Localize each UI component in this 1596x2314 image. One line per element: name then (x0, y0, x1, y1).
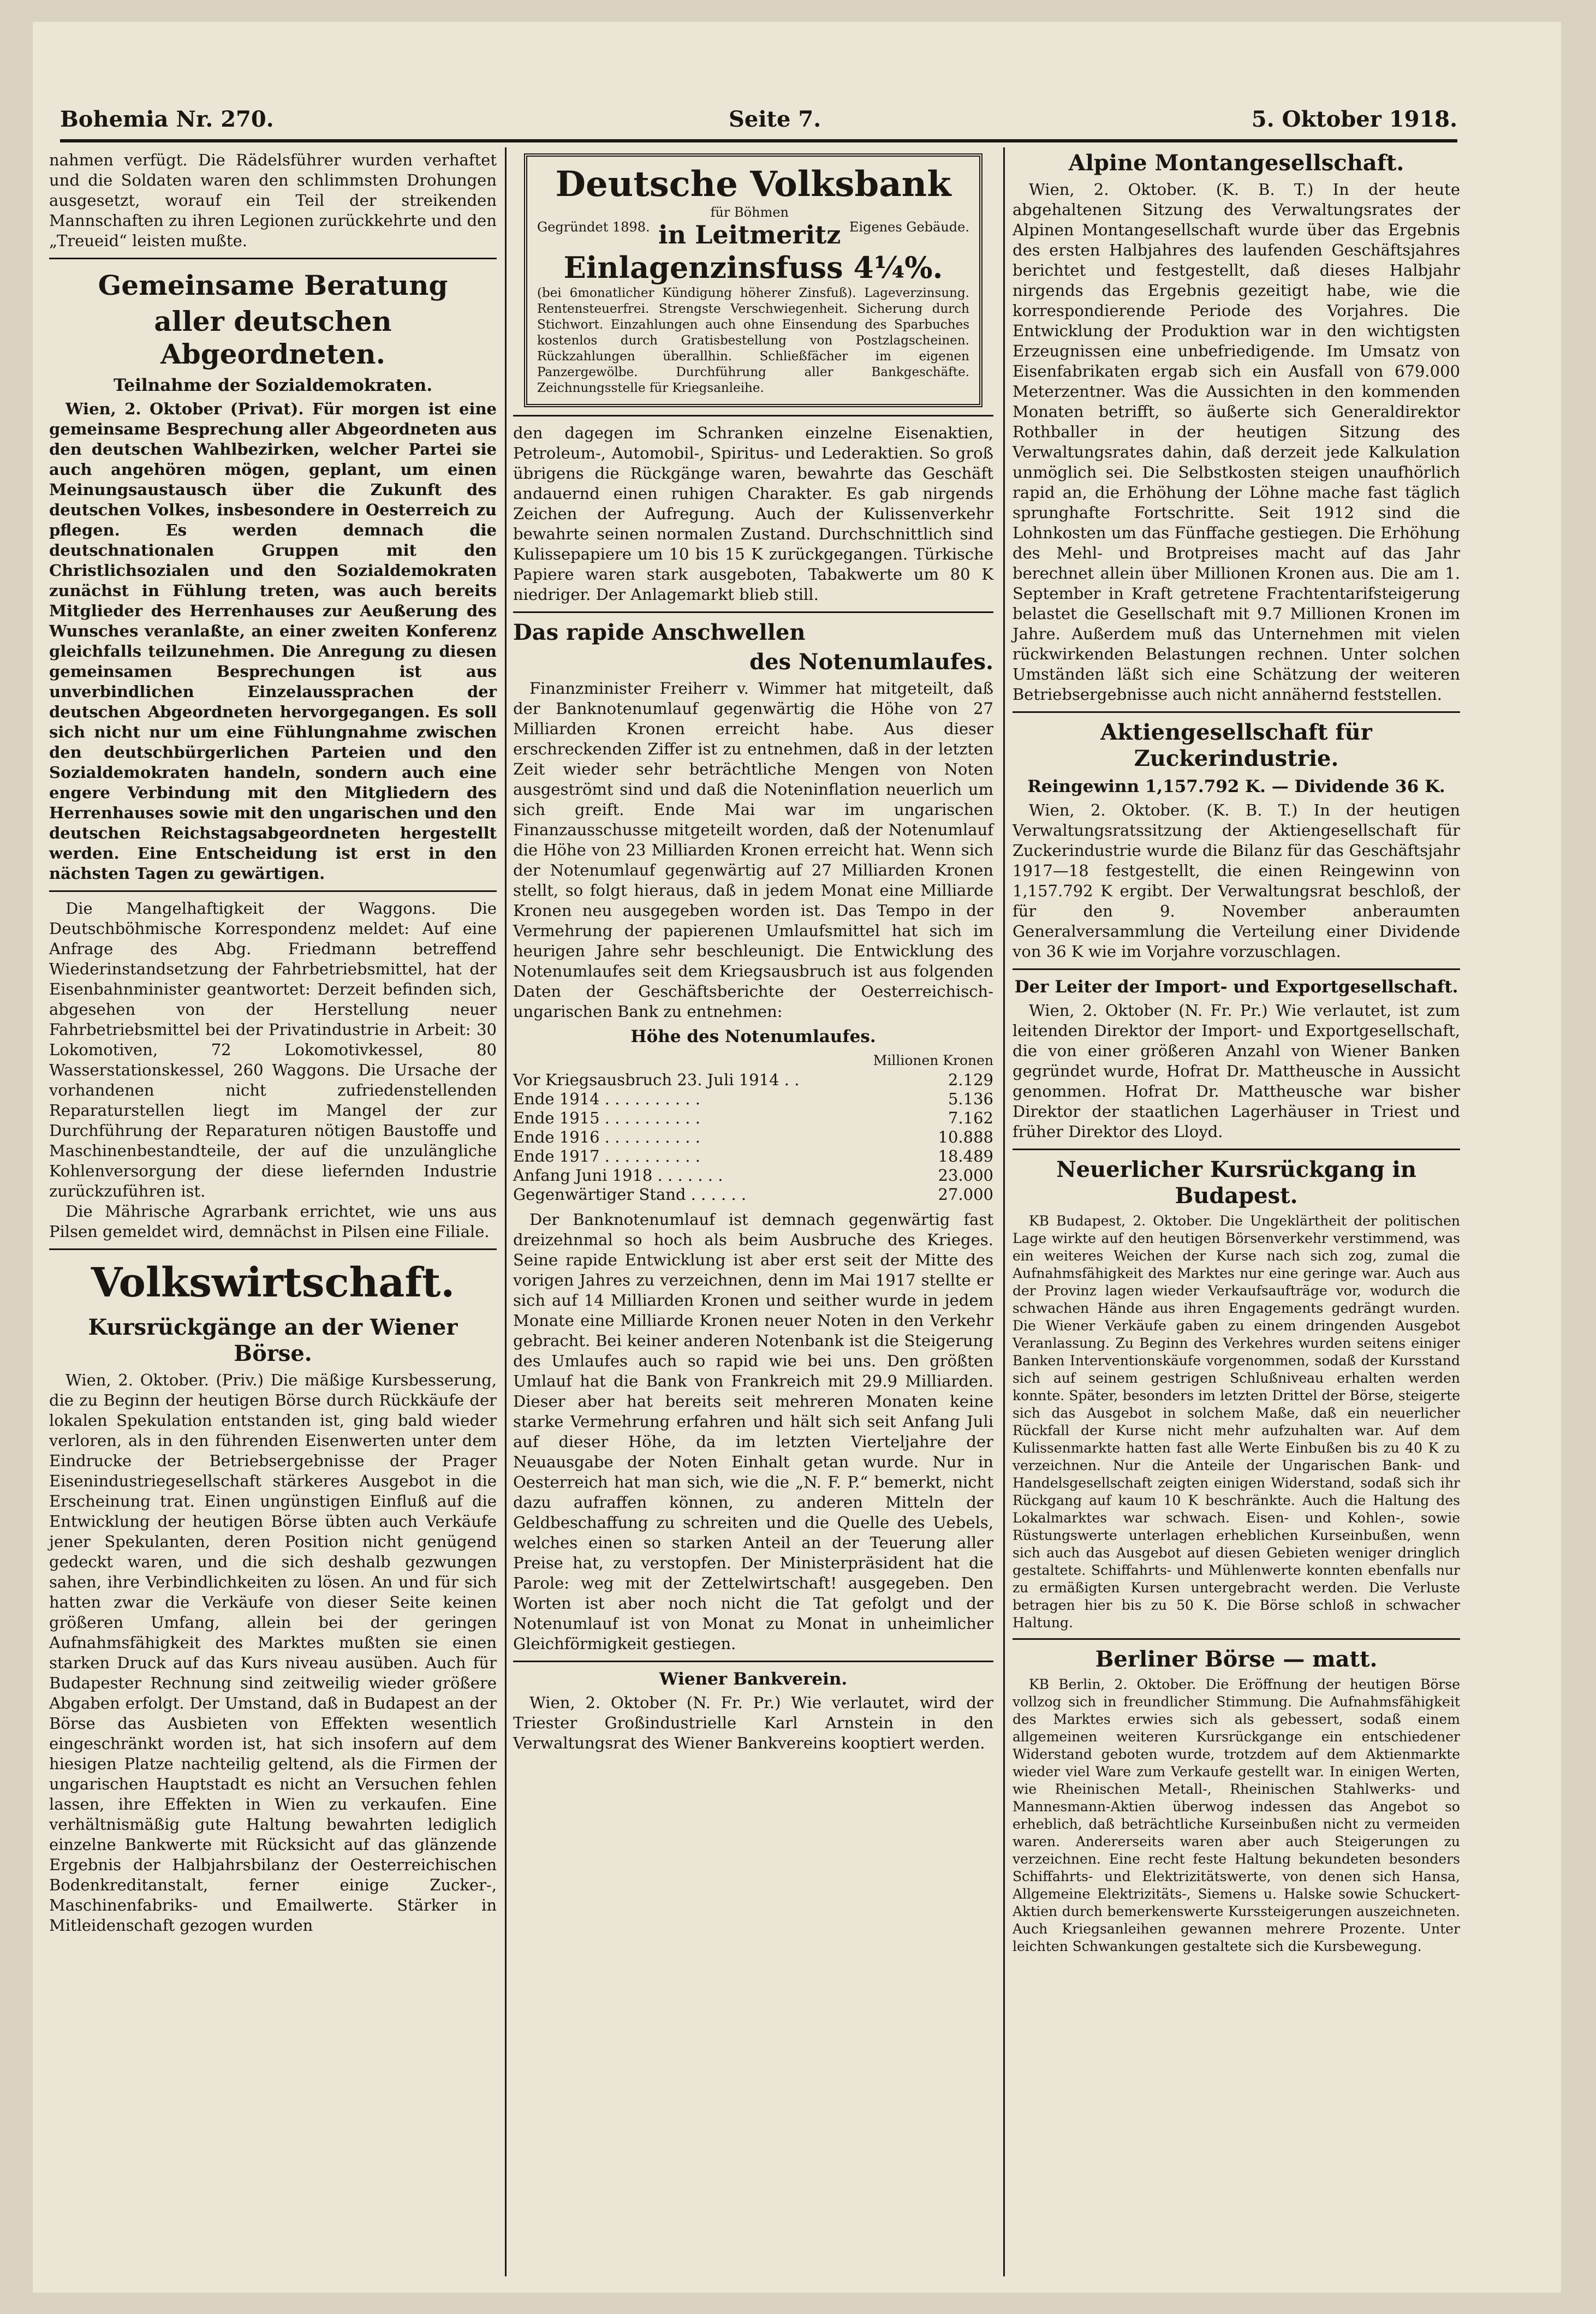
headline-import-export: Der Leiter der Import- und Exportgesellschaft. (1014, 977, 1458, 997)
notenumlauf-table (513, 1070, 993, 1204)
table-row-value: 7.162 (948, 1109, 993, 1127)
subheadline-zuckerindustrie: Reingewinn 1,157.792 K. — Dividende 36 K. (1027, 777, 1445, 796)
separator (1013, 711, 1460, 713)
table-row (513, 1109, 993, 1128)
separator (513, 1661, 993, 1662)
table-row-label: Anfang Juni 1918 . . . . . . . (513, 1166, 723, 1185)
ad-interest-rate: Einlagenzinsfuss 4¼%. (563, 250, 943, 285)
article-waggons: Die Mangelhaftigkeit der Waggons. Die Deutschböhmische Korrespondenz meldet: Auf eine Anfrage des Abg. Friedmann betreffend Wiederinstandsetzung der Fahrbetriebsmittel, hat der Eisenbahnminister geantwortet: Derzeit befinden sich, abgesehen von der Herstellung neuer Fahrbetriebsmittel bei der Privatindustrie in Arbeit: 30 Lokomotiven, 72 Lokomotivkessel, 80 Wasserstationskessel, 260 Waggons. Die Ursache der vorhandenen nicht zufriedenstellenden Reparaturstellen liegt im Mangel der zur Durchführung der Reparaturen nötigen Baustoffe und Maschinenbestandteile, der auf die unzulängliche Kohlenversorgung der diese liefernden Industrie zurückzuführen ist. (49, 899, 497, 1200)
ad-building: Eigenes Gebäude. (849, 219, 969, 235)
table-units: Millionen Kronen (873, 1052, 993, 1068)
column-3 (1013, 150, 1460, 1955)
column-2 (513, 150, 993, 1753)
headline-notenumlauf-line-2: des Notenumlaufes. (749, 649, 993, 675)
article-notenumlauf: Finanzminister Freiherr v. Wimmer hat mitgeteilt, daß der Banknotenumlauf gegenwärtig die Höhe von 27 Milliarden Kronen erreicht habe. Aus dieser erschreckenden Ziffer ist zu entnehmen, daß in der letzten Zeit wieder sehr beträchtliche Mengen von Noten ausgeströmt sind und daß die Noteninflation neuerlich um sich greift. Ende Mai war im ungarischen Finanzausschusse mitgeteilt worden, daß der Notenumlauf die Höhe von 23 Milliarden Kronen erreicht hat. Wenn sich der Notenumlauf gegenwärtig auf 27 Milliarden Kronen stellt, so folgt hieraus, daß in jedem Monat eine Milliarde Kronen neu ausgegeben worden ist. Das Tempo in der Vermehrung der papierenen Umlaufsmittel hat sich im heurigen Jahre sehr beschleunigt. Die Entwicklung des Notenumlaufes seit dem Kriegsausbruch ist aus folgenden Daten der Geschäftsberichte der Oesterreichisch-ungarischen Bank zu entnehmen: (513, 679, 993, 1021)
headline-budapest: Neuerlicher Kursrückgang in Budapest. (1056, 1157, 1416, 1209)
table-row (513, 1147, 993, 1166)
table-row-label: Ende 1917 . . . . . . . . . . (513, 1147, 700, 1165)
article-notenumlauf-2: Der Banknotenumlauf ist demnach gegenwärtig fast dreizehnmal so hoch als beim Ausbruche des Krieges. Seine rapide Entwicklung ist aber erst seit der Mitte des vorigen Jahres zu verzeichnen, denn im Mai 1917 stellte er sich auf 14 Milliarden Kronen und seither wurde in jedem Monate eine Milliarde Kronen neuer Noten in den Verkehr gebracht. Bei keiner anderen Notenbank ist die Steigerung des Umlaufes auch so rapid wie bei uns. Den größten Umlauf hat die Bank von Frankreich mit 29.9 Milliarden. Dieser aber hat bereits seit mehreren Monaten keine starke Vermehrung erfahren und hält sich seit Anfang Juli auf dieser Höhe, da im letzten Vierteljahre der Neuausgabe der Noten Einhalt getan wurde. Nur in Oesterreich hat man sich, wie die „N. F. P.“ bemerkt, nicht dazu aufraffen können, zu anderen Mitteln der Geldbeschaffung zu schreiten und die Quelle des Uebels, welches einen so starken Anteil an der Teuerung aller Preise hat, zu verstopfen. Der Ministerpräsident hat die Parole: weg mit der Zettelwirtschaft! ausgegeben. Den Worten ist aber noch nicht die Tat gefolgt und der Notenumlauf ist von Monat zu Monat in unheimlicher Gleichförmigkeit gestiegen. (513, 1210, 993, 1653)
article-beratung: Wien, 2. Oktober (Privat). Für morgen ist eine gemeinsame Besprechung aller Abgeordneten aus den deutschen Wahlbezirken, welcher Partei sie auch angehören mögen, geplant, um einen Meinungsaustausch über die Zukunft des deutschen Volkes, insbesondere in Oesterreich zu pflegen. Es werden demnach die deutschnationalen Gruppen mit den Christlichsozialen und den Sozialdemokraten zunächst in Fühlung treten, was auch bereits Mitglieder des Herrenhauses zur Aeußerung des Wunsches veranlaßte, an einer zweiten Konferenz gleichfalls teilzunehmen. Die Anregung zu diesen gemeinsamen Besprechungen ist aus unverbindlichen Einzelaussprachen der deutschen Abgeordneten hervorgegangen. Es soll sich nicht nur um eine Fühlungnahme zwischen den deutschbürgerlichen Parteien und den Sozialdemokraten handeln, sondern auch eine engere Verbindung mit den Mitgliedern des Herrenhauses sowie mit den ungarischen und den deutschen Reichstagsabgeordneten hergestellt werden. Eine Entscheidung ist erst in den nächsten Tagen zu gewärtigen. (49, 400, 497, 883)
header-page-number: Seite 7. (729, 106, 821, 132)
headline-zuckerindustrie: Aktiengesellschaft für Zuckerindustrie. (1100, 719, 1372, 771)
table-row-value: 27.000 (938, 1185, 993, 1204)
headline-kursrueckgaenge: Kursrückgänge an der Wiener Börse. (88, 1314, 458, 1366)
headline-bankverein: Wiener Bankverein. (659, 1669, 848, 1689)
column-1 (49, 150, 497, 1936)
table-title: Höhe des Notenumlaufes. (630, 1027, 876, 1046)
separator (49, 1248, 497, 1250)
subheadline-beratung: Teilnahme der Sozialdemokraten. (113, 376, 433, 395)
article-kursrueckgaenge: Wien, 2. Oktober. (Priv.) Die mäßige Kursbesserung, die zu Beginn der heutigen Börse durch Rückkäufe der lokalen Spekulation entstanden ist, ging bald wieder verloren, als in den führenden Eisenwerten unter dem Eindrucke der Betriebsergebnisse der Prager Eisenindustriegesellschaft stärkeres Ausgebot in die Erscheinung trat. Einen ungünstigen Einfluß auf die Entwicklung der heutigen Börse übten auch Verkäufe jener Spekulanten, deren Position nicht genügend gedeckt waren, und die sich deshalb gezwungen sahen, ihre Verbindlichkeiten zu lösen. An und für sich hatten zwar die Verkäufe von dieser Seite keinen größeren Umfang, allein bei der geringen Aufnahmsfähigkeit des Marktes mußten sie einen starken Druck auf das Kurs niveau ausüben. Auch für Budapester Rechnung sind zeitweilig wieder größere Abgaben erfolgt. Der Umstand, daß in Budapest an der Börse das Ausbieten von Effekten wesentlich eingeschränkt worden ist, hat sich insofern auf dem hiesigen Platze nachteilig geltend, als die Firmen der ungarischen Hauptstadt es nicht an Versuchen fehlen lassen, ihre Effekten in Wien zu verkaufen. Eine verhältnismäßig gute Haltung bewahrten lediglich einzelne Bankwerte mit Rücksicht auf das glänzende Ergebnis der Halbjahrsbilanz der Oesterreichischen Bodenkreditanstalt, ferner einige Zucker-, Maschinenfabriks- und Emailwerte. Stärker in Mitleidenschaft gezogen wurden (49, 1371, 497, 1935)
ad-conditions: (bei 6monatlicher Kündigung höherer Zinsfuß). Lageverzinsung. Rentensteuerfrei. Strengste Verschwiegenheit. Sicherung durch Stichwort. Einzahlungen auch ohne Einsendung des Sparbuches kostenlos durch Gratisbestellung von Postzlagscheinen. Rückzahlungen überallhin. Schließfächer im eigenen Panzergewölbe. Durchführung aller Bankgeschäfte. Zeichnungsstelle für Kriegsanleihe. (537, 286, 969, 395)
advertisement-volksbank (524, 153, 982, 407)
ad-row (537, 205, 969, 249)
headline-notenumlauf-line-1: Das rapide Anschwellen (513, 620, 806, 645)
separator (1013, 1638, 1460, 1640)
table-row (513, 1090, 993, 1109)
table-row (513, 1070, 993, 1090)
article-bankverein: Wien, 2. Oktober (N. Fr. Pr.) Wie verlautet, wird der Triester Großindustrielle Karl Arnstein in den Verwaltungsrat des Wiener Bankvereins kooptiert werden. (513, 1693, 993, 1752)
column-rule-2 (1003, 147, 1005, 2276)
article-continuation-2: den dagegen im Schranken einzelne Eisenaktien, Petroleum-, Automobil-, Spiritus- und Lederaktien. So groß übrigens die Rückgänge waren, bewahrte das Geschäft andauernd einen ruhigen Charakter. Es gab nirgends Zeichen der Aufregung. Auch der Kulissenverkehr bewahrte seinen normalen Zustand. Durchschnittlich sind Kulissepapiere um 10 bis 15 K zurückgegangen. Türkische Papiere waren stark ausgeboten, Tabakwerte um 80 K niedriger. Der Anlagemarkt blieb still. (513, 424, 993, 604)
article-budapest: KB Budapest, 2. Oktober. Die Ungeklärtheit der politischen Lage wirkte auf den heutigen Börsenverkehr verstimmend, was ein weiteres Weichen der Kurse nach sich zog, zumal die Aufnahmsfähigkeit des Marktes nur eine geringe war. Auch aus der Provinz lagen wieder Verkaufsaufträge vor, wodurch die schwachen Hände aus ihren Engagements gedrängt wurden. Die Wiener Verkäufe gaben zu einem dringenden Ausgebot Veranlassung. Zu Beginn des Verkehres wurden seitens einiger Banken Interventionskäufe vorgenommen, sodaß der Kursstand sich auf seinem gestrigen Schlußniveau erhalten werden konnte. Später, besonders im letzten Drittel der Börse, steigerte sich das Ausgebot in solchem Maße, daß ein neuerlicher Rückfall der Kurse nicht mehr aufzuhalten war. Auf dem Kulissenmarkte hatten fast alle Werte Einbußen bis zu 40 K zu verzeichnen. Nur die Anteile der Ungarischen Bank- und Handelsgesellschaft zeigten einigen Widerstand, sodaß sich ihr Rückgang auf kaum 10 K beschränkte. Auch die Haltung des Lokalmarktes war schwach. Eisen- und Kohlen-, sowie Rüstungswerte unterlagen erheblichen Kurseinbußen, wenn sich auch das Ausgebot auf diesen Gebieten weniger dringlich gestaltete. Schiffahrts- und Mühlenwerte konnten ebenfalls nur zu ermäßigten Kursen untergebracht werden. Die Verluste betragen hier bis zu 50 K. Die Börse schloß in schwacher Haltung. (1013, 1213, 1460, 1631)
ad-city: in Leitmeritz (658, 220, 841, 249)
header-rule (60, 139, 1457, 142)
table-row-value: 2.129 (948, 1070, 993, 1089)
section-title-volkswirtschaft: Volkswirtschaft. (91, 1259, 455, 1306)
table-row-label: Ende 1914 . . . . . . . . . . (513, 1090, 700, 1108)
article-agrarbank: Die Mährische Agrarbank errichtet, wie uns aus Pilsen gemeldet wird, demnächst in Pilsen eine Filiale. (49, 1202, 497, 1241)
table-row (513, 1166, 993, 1185)
article-berlin: KB Berlin, 2. Oktober. Die Eröffnung der heutigen Börse vollzog sich in freundlicher Stimmung. Die Aufnahmsfähigkeit des Marktes erwies sich als gebessert, sodaß einem allgemeinen weiteren Kursrückgange ein entschiedener Widerstand geboten wurde, trotzdem auf dem Aktienmarkte wieder viel Ware zum Verkaufe gestellt war. In einigen Werten, wie Rheinischen Metall-, Rheinischen Stahlwerks- und Mannesmann-Aktien überwog indessen das Angebot so erheblich, daß beträchtliche Kurseinbußen nicht zu vermeiden waren. Andererseits waren aber auch Steigerungen zu verzeichnen. Eine recht feste Haltung bekundeten besonders Schiffahrts- und Elektrizitätswerte, von denen sich Hansa, Allgemeine Elektrizitäts-, Siemens u. Halske sowie Schuckert-Aktien durch bemerkenswerte Kurssteigerungen auszeichneten. Auch Kriegsanleihen gewannen mehrere Prozente. Unter leichten Schwankungen gestaltete sich die Kursbewegung. (1013, 1676, 1460, 1954)
table-row-label: Gegenwärtiger Stand . . . . . . (513, 1185, 747, 1204)
table-row-value: 5.136 (948, 1090, 993, 1108)
article-alpine: Wien, 2. Oktober. (K. B. T.) In der heute abgehaltenen Sitzung des Verwaltungsrates der Alpinen Montangesellschaft wurde über das Ergebnis des ersten Halbjahres des laufenden Geschäftsjahres berichtet und festgestellt, daß dieses Halbjahr nirgends das Ergebnis gezeitigt habe, wie die korrespondierende Periode des Vorjahres. Die Entwicklung der Produktion war in den wichtigsten Erzeugnissen eine unbefriedigende. Im Umsatz von Eisenfabrikaten ergab sich ein Ausfall von 679.000 Meterzentner. Was die Aussichten in den kommenden Monaten betrifft, so äußerte sich Generaldirektor Rothballer in der heutigen Sitzung des Verwaltungsrates dahin, daß derzeit jede Kalkulation unmöglich sei. Die Selbstkosten steigen unaufhörlich rapid an, die Erhöhung der Löhne mache fast täglich sprunghafte Fortschritte. Seit 1912 sind die Lohnkosten um das Fünffache gestiegen. Die Erhöhung des Mehl- und Brotpreises macht auf das Jahr berechnet allein über Millionen Kronen aus. Die am 1. September in Kraft getretene Frachtentarifsteigerung belastet die Gesellschaft mit 9.7 Millionen Kronen im Jahre. Außerdem muß das Unternehmen mit vielen rückwirkenden Belastungen rechnen. Unter solchen Umständen läßt sich eine Schätzung der weiteren Betriebsergebnisse auch nicht annähernd feststellen. (1013, 180, 1460, 704)
header-date: 5. Oktober 1918. (1251, 106, 1457, 132)
headline-alpine: Alpine Montangesellschaft. (1068, 150, 1404, 176)
separator (49, 258, 497, 259)
separator (49, 890, 497, 892)
table-row-label: Ende 1916 . . . . . . . . . . (513, 1128, 700, 1146)
table-row-value: 18.489 (938, 1147, 993, 1165)
article-continuation: nahmen verfügt. Die Rädelsführer wurden verhaftet und die Soldaten waren den schlimmsten Drohungen ausgesetzt, worauf ein Teil der streikenden Mannschaften zu ihren Legionen zurückkehrte und den „Treueid“ leisten mußte. (49, 151, 497, 250)
page-header (60, 106, 1457, 139)
headline-beratung-line-1: Gemeinsame Beratung (98, 269, 448, 301)
ad-region: für Böhmen (710, 205, 789, 220)
article-import-export: Wien, 2. Oktober (N. Fr. Pr.) Wie verlautet, ist zum leitenden Direktor der Import- und Exportgesellschaft, die von einer größeren Anzahl von Wiener Banken gegründet wurde, Hofrat Dr. Mattheusche in Aussicht genommen. Hofrat Dr. Mattheusche war bisher Direktor der staatlichen Lagerhäuser in Triest und früher Direktor des Lloyd. (1013, 1001, 1460, 1141)
table-row (513, 1185, 993, 1204)
table-row-value: 23.000 (938, 1166, 993, 1185)
separator (1013, 968, 1460, 970)
table-row-label: Vor Kriegsausbruch 23. Juli 1914 . . (513, 1070, 800, 1089)
ad-title: Deutsche Volksbank (555, 164, 951, 205)
separator (1013, 1149, 1460, 1150)
headline-berlin: Berliner Börse — matt. (1095, 1646, 1378, 1672)
table-row-label: Ende 1915 . . . . . . . . . . (513, 1109, 700, 1127)
ad-location (658, 205, 841, 249)
header-publication: Bohemia Nr. 270. (60, 106, 274, 132)
table-row-value: 10.888 (938, 1128, 993, 1146)
column-rule-1 (505, 147, 507, 2276)
article-zuckerindustrie: Wien, 2. Oktober. (K. B. T.) In der heutigen Verwaltungsratssitzung der Aktiengesellschaft für Zuckerindustrie wurde die Bilanz für das Geschäftsjahr 1917—18 festgestellt, die einen Reingewinn von 1,157.792 K ergibt. Der Verwaltungsrat beschloß, der für den 9. November anberaumten Generalversammlung die Verteilung einer Dividende von 36 K wie im Vorjahre vorzuschlagen. (1013, 801, 1460, 961)
headline-beratung-line-2: aller deutschen Abgeordneten. (154, 305, 392, 370)
table-row (513, 1128, 993, 1147)
separator (513, 415, 993, 417)
separator (513, 611, 993, 613)
ad-founded: Gegründet 1898. (537, 219, 650, 235)
